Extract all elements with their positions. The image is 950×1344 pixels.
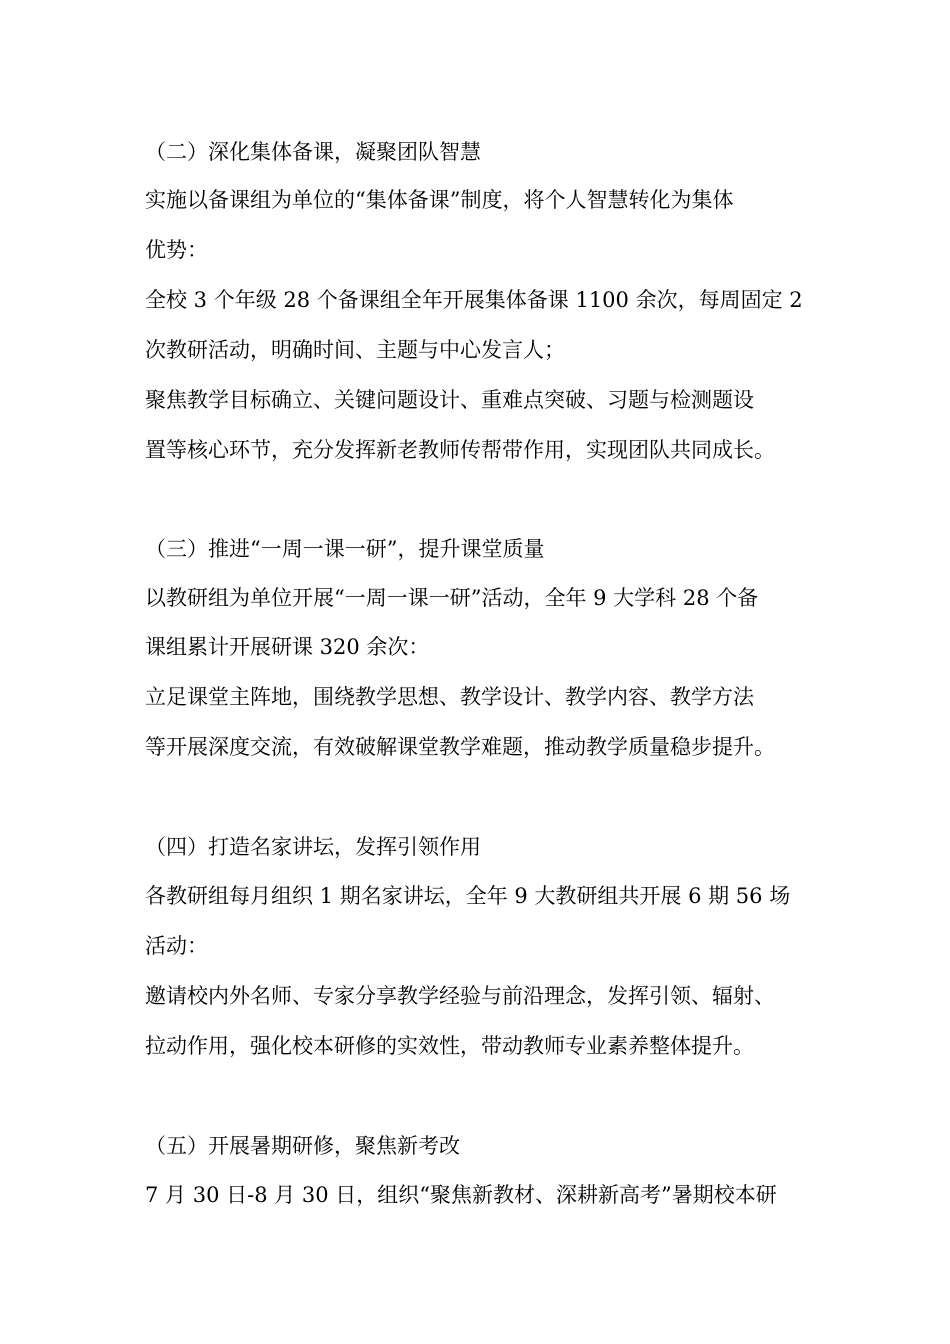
paragraph-line: 次教研活动，明确时间、主题与中心发言人； xyxy=(145,338,565,362)
paragraph-line: 全校 3 个年级 28 个备课组全年开展集体备课 1100 余次，每周固定 2 xyxy=(145,288,803,312)
paragraph-line: 活动： xyxy=(145,934,208,958)
paragraph-line: 实施以备课组为单位的“集体备课”制度，将个人智慧转化为集体 xyxy=(145,188,734,212)
paragraph-line: 立足课堂主阵地，围绕教学思想、教学设计、教学内容、教学方法 xyxy=(145,685,754,709)
paragraph-line: 课组累计开展研课 320 余次： xyxy=(145,635,430,659)
section-heading: （四）打造名家讲坛，发挥引领作用 xyxy=(145,835,481,859)
section-heading: （三）推进“一周一课一研”，提升课堂质量 xyxy=(145,537,545,561)
paragraph-line: 邀请校内外名师、专家分享教学经验与前沿理念，发挥引领、辐射、 xyxy=(145,984,775,1008)
paragraph-line: 等开展深度交流，有效破解课堂教学难题，推动教学质量稳步提升。 xyxy=(145,735,775,759)
paragraph-line: 拉动作用，强化校本研修的实效性，带动教师专业素养整体提升。 xyxy=(145,1034,754,1058)
paragraph-line: 以教研组为单位开展“一周一课一研”活动，全年 9 大学科 28 个备 xyxy=(145,586,759,610)
paragraph-line: 置等核心环节，充分发挥新老教师传帮带作用，实现团队共同成长。 xyxy=(145,438,775,462)
section-heading: （五）开展暑期研修，聚焦新考改 xyxy=(145,1134,460,1158)
paragraph-line: 优势： xyxy=(145,238,208,262)
paragraph-line: 聚焦教学目标确立、关键问题设计、重难点突破、习题与检测题设 xyxy=(145,388,754,412)
paragraph-line: 7 月 30 日-8 月 30 日，组织“聚焦新教材、深耕新高考”暑期校本研 xyxy=(145,1183,777,1207)
section-heading: （二）深化集体备课，凝聚团队智慧 xyxy=(145,140,481,164)
paragraph-line: 各教研组每月组织 1 期名家讲坛，全年 9 大教研组共开展 6 期 56 场 xyxy=(145,884,791,908)
